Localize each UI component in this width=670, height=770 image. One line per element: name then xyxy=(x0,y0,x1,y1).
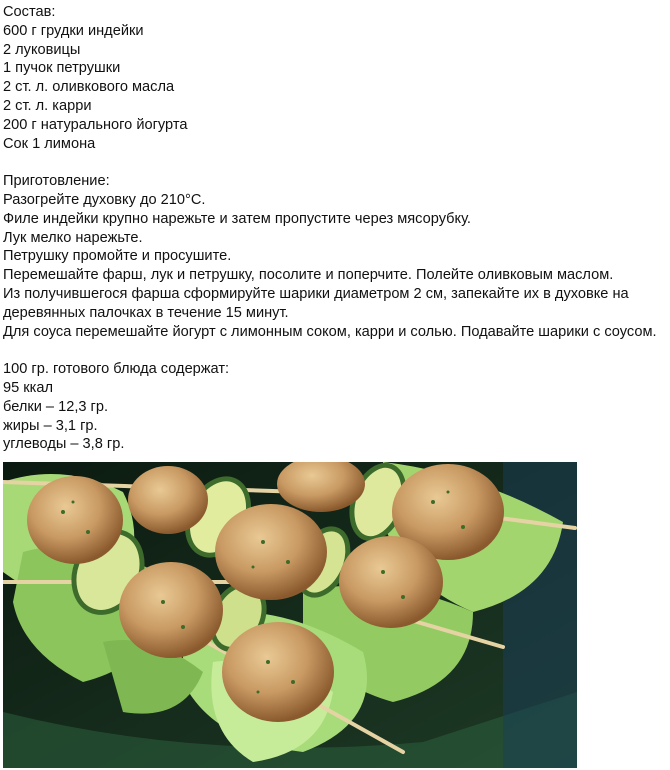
recipe-text xyxy=(3,3,670,454)
nutrition-item: жиры – 3,1 гр. xyxy=(3,417,98,434)
ingredient-item: 2 ст. л. оливкового масла xyxy=(3,79,175,96)
preparation-step: Для соуса перемешайте йогурт с лимонным соком, карри и солью. Подавайте шарики с соусом. xyxy=(3,323,657,340)
ingredient-item: 200 г натурального йогурта xyxy=(3,116,188,133)
ingredient-item: 2 ст. л. карри xyxy=(3,97,92,114)
preparation-step: Лук мелко нарежьте. xyxy=(3,229,143,246)
ingredients-heading: Состав: xyxy=(3,4,56,20)
nutrition-heading: 100 гр. готового блюда содержат: xyxy=(3,361,230,378)
nutrition-item: 95 ккал xyxy=(3,379,54,396)
nutrition-item: углеводы – 3,8 гр. xyxy=(3,436,125,453)
ingredient-item: 600 г грудки индейки xyxy=(3,22,144,39)
preparation-heading: Приготовление: xyxy=(3,173,110,190)
preparation-step: Перемешайте фарш, лук и петрушку, посолите и поперчите. Полейте оливковым маслом. xyxy=(3,267,614,284)
preparation-step: Из получившегося фарша сформируйте шарики диаметром 2 см, запекайте их в духовке на деревянных палочках в течение 15 минут. xyxy=(3,285,629,321)
ingredient-item: Сок 1 лимона xyxy=(3,135,96,152)
ingredient-item: 2 луковицы xyxy=(3,41,81,58)
paragraph-gap xyxy=(3,341,670,360)
food-photo xyxy=(3,462,577,768)
preparation-step: Петрушку промойте и просушите. xyxy=(3,248,232,265)
food-photo-meatball-skewers-icon xyxy=(3,462,577,768)
preparation-step: Разогрейте духовку до 210°С. xyxy=(3,191,206,208)
ingredient-item: 1 пучок петрушки xyxy=(3,60,121,77)
paragraph-gap xyxy=(3,153,670,172)
nutrition-item: белки – 12,3 гр. xyxy=(3,398,109,415)
preparation-step: Филе индейки крупно нарежьте и затем пропустите через мясорубку. xyxy=(3,210,471,227)
